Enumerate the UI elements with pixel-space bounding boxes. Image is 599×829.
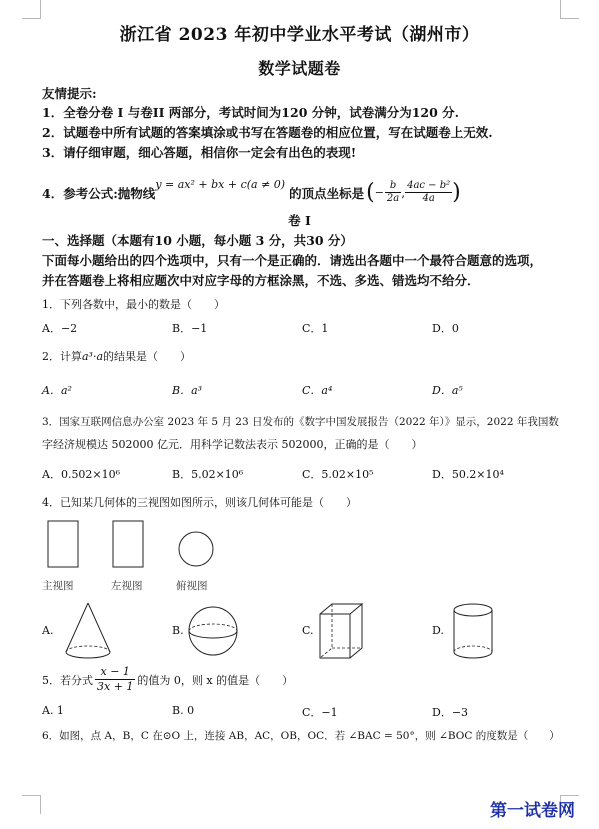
q5-fraction: $\frac{x - 1}{3x + 1}$ <box>97 665 134 693</box>
q5-option-d: D．−3 <box>432 706 469 719</box>
q2-option-a: A．a² <box>42 384 72 397</box>
q1-option-c: C．1 <box>302 322 329 335</box>
question-4: 4．已知某几何体的三视图如图所示，则该几何体可能是（ ） <box>42 496 357 509</box>
crop-mark-top-left <box>22 0 41 19</box>
q5-option-a: A. 1 <box>42 704 64 717</box>
question-3-line-2: 字经济规模达 502000 亿元．用科学记数法表示 502000，正确的是（ ） <box>42 438 423 451</box>
cylinder-figure <box>448 600 498 664</box>
front-view-label: 主视图 <box>42 580 74 592</box>
notice-heading: 友情提示: <box>42 86 97 101</box>
crop-mark-bottom-left <box>22 795 41 814</box>
section-instruction-1: 下面每小题给出的四个选项中，只有一个是正确的．请选出各题中一个最符合题意的选项， <box>42 253 543 268</box>
three-views-figure <box>40 515 240 575</box>
side-view-rectangle <box>113 521 143 567</box>
q2-option-c: C．a⁴ <box>302 384 333 397</box>
q5-option-b: B. 0 <box>172 704 195 717</box>
cuboid-figure <box>316 600 366 664</box>
section-heading: 一、选择题（本题有10 小题，每小题 3 分，共30 分） <box>42 233 353 248</box>
q3-option-b: B．5.02×10⁶ <box>172 468 244 481</box>
question-6: 6．如图，点 A，B，C 在⊙O 上，连接 AB，AC，OB，OC．若 ∠BAC = 50°，则 ∠BOC 的度数是（ ） <box>42 730 560 742</box>
section-instruction-2: 并在答题卷上将相应题次中对应字母的方框涂黑，不选、多选、错选均不给分． <box>42 273 480 288</box>
q4-option-b-letter: B. <box>172 624 184 637</box>
q5-option-c: C．−1 <box>302 706 338 719</box>
top-view-label: 俯视图 <box>176 580 208 592</box>
vertex-x-fraction: $\frac{b}{2a}$ <box>386 180 400 204</box>
parabola-equation: y = ax² + bx + c(a ≠ 0) <box>155 178 286 191</box>
notice-item-4 <box>42 180 461 205</box>
q2-option-b: B．a³ <box>172 384 203 397</box>
q4-option-a-letter: A. <box>42 624 54 637</box>
exam-title: 浙江省 2023 年初中学业水平考试（湖州市） <box>119 25 480 45</box>
formula-mid: 的顶点坐标是 <box>289 185 365 201</box>
formula-prefix: 4．参考公式:抛物线 <box>42 185 156 201</box>
question-2: 2．计算a³·a的结果是（ ） <box>42 350 192 363</box>
vertex-y-fraction: $\frac{\text{4ac − b²}}{4a}$ <box>407 180 451 204</box>
q2-option-d: D．a⁵ <box>432 384 463 397</box>
site-watermark: 第一试卷网 <box>490 801 575 821</box>
top-view-circle <box>179 532 213 566</box>
question-5: 5．若分式 $\frac{x - 1}{3x + 1}$ 的值为 0，则 x 的值是（ ） <box>42 665 294 693</box>
volume-label: 卷 I <box>288 213 311 228</box>
q1-option-b: B．−1 <box>172 322 208 335</box>
q3-option-c: C．5.02×10⁵ <box>302 468 374 481</box>
question-3-line-1: 3．国家互联网信息办公室 2023 年 5 月 23 日发布的《数字中国发展报告（2022 年）》显示，2022 年我国数 <box>42 416 559 428</box>
q3-option-d: D．50.2×10⁴ <box>432 468 504 481</box>
notice-item-1: 1．全卷分卷 I 与卷II 两部分，考试时间为120 分钟，试卷满分为120 分. <box>42 105 460 120</box>
q4-option-c-letter: C. <box>302 624 314 637</box>
q4-option-d-letter: D. <box>432 624 444 637</box>
sphere-figure <box>185 603 241 659</box>
exam-subtitle: 数学试题卷 <box>258 59 341 78</box>
q2-expression: a³·a <box>82 350 104 363</box>
q3-option-a: A．0.502×10⁶ <box>42 468 121 481</box>
notice-item-2: 2．试题卷中所有试题的答案填涂或书写在答题卷的相应位置，写在试题卷上无效. <box>42 125 493 140</box>
side-view-label: 左视图 <box>111 580 143 592</box>
q1-option-d: D．0 <box>432 322 459 335</box>
q1-option-a: A．−2 <box>42 322 78 335</box>
notice-item-3: 3．请仔细审题，细心答题，相信你一定会有出色的表现! <box>42 145 357 160</box>
question-1: 1．下列各数中，最小的数是（ ） <box>42 298 225 311</box>
crop-mark-top-right <box>560 0 579 19</box>
front-view-rectangle <box>48 521 78 567</box>
vertex-coordinate: ( − $\frac{b}{2a}$ , $\frac{\text{4ac − b²}}{4a}$ ) <box>366 180 461 205</box>
cone-figure <box>58 600 118 664</box>
